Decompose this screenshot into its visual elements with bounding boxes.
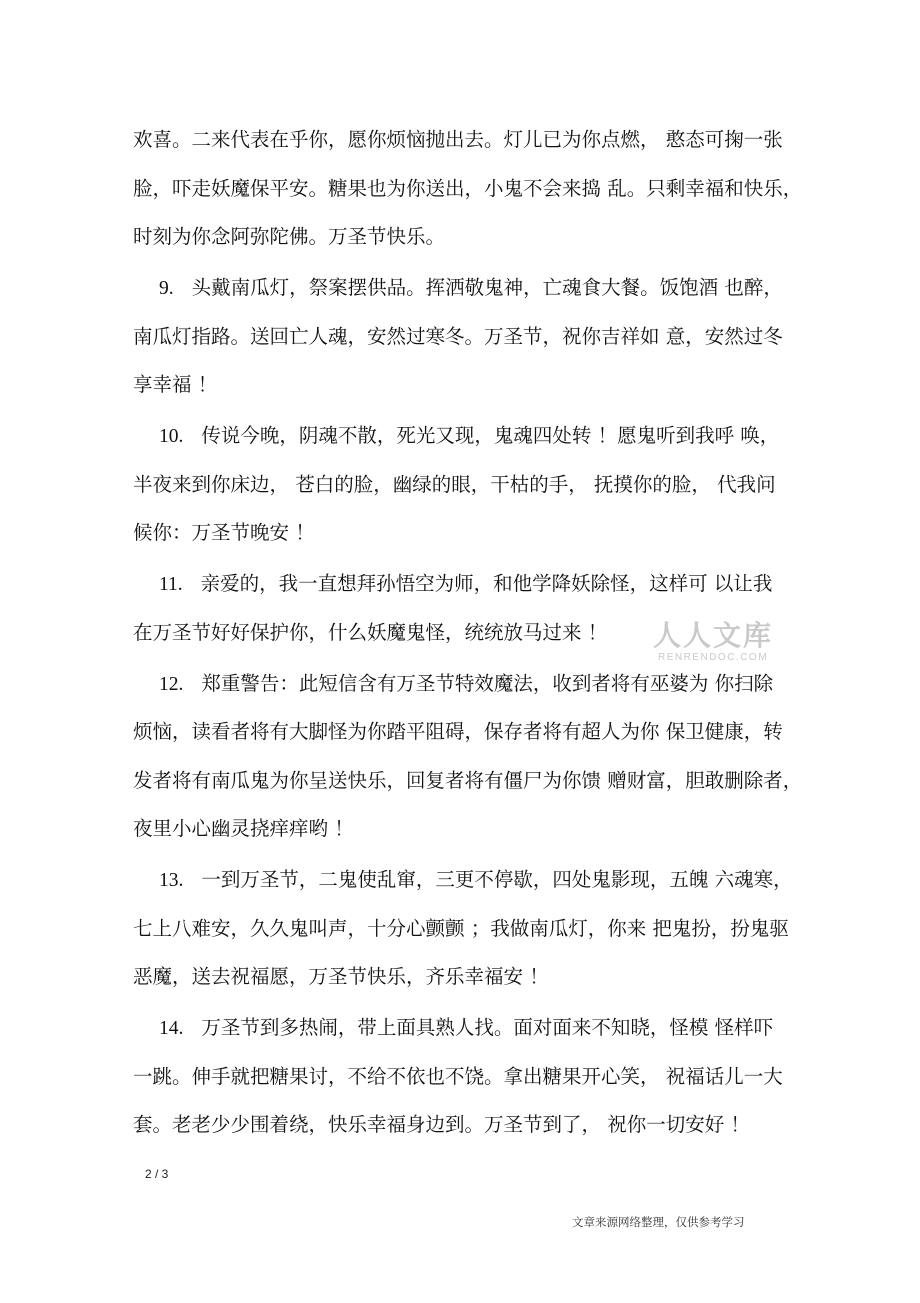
paragraph-number: 10. — [159, 426, 184, 447]
text-line: 欢喜。二来代表在乎你，愿你烦恼抛出去。灯儿已为你点燃， 憨态可掬一张 — [133, 128, 783, 151]
paragraph-number: 11. — [159, 574, 183, 595]
watermark-logo — [648, 620, 778, 664]
text-line — [133, 868, 793, 892]
paragraph-number: 9. — [159, 278, 174, 299]
text-line: 一跳。伸手就把糖果讨，不给不依也不饶。拿出糖果开心笑， 祝福话儿一大 — [133, 1064, 783, 1088]
text-line: 夜里小心幽灵挠痒痒哟 ！ — [133, 817, 354, 840]
text-line — [133, 276, 793, 300]
text-line: 恶魔，送去祝福愿，万圣节快乐，齐乐幸福安 ！ — [133, 965, 549, 988]
text-line — [133, 572, 793, 596]
footer-note: 文章来源网络整理，仅供参考学习 — [572, 1215, 745, 1229]
text-line — [133, 672, 793, 696]
paragraph-13 — [133, 868, 793, 989]
text-line: 发者将有南瓜鬼为你呈送快乐，回复者将有僵尸为你馈 赠财富，胆敢删除者， — [133, 768, 803, 792]
text-span: 万圣节到多热闹，带上面具熟人找。面对面来不知晓，怪模 怪样吓 — [201, 1016, 774, 1039]
text-line: 在万圣节好好保护你，什么妖魔鬼怪，统统放马过来 ！ — [133, 620, 608, 644]
text-line: 南瓜灯指路。送回亡人魂，安然过寒冬。万圣节，祝你吉祥如 意，安然过冬 — [133, 324, 783, 348]
text-span: 亲爱的，我一直想拜孙悟空为师，和他学降妖除怪，这样可 以让我 — [200, 572, 773, 595]
watermark-title: 人人文库 — [652, 619, 773, 652]
paragraph-12 — [133, 671, 803, 842]
paragraph-continuation — [133, 128, 803, 249]
text-span: 郑重警告：此短信含有万圣节特效魔法，收到者将有巫婆为 你扫除 — [201, 671, 774, 695]
text-line: 脸，吓走妖魔保平安。糖果也为你送出，小鬼不会来捣 乱。只剩幸福和快乐， — [133, 176, 803, 200]
page-number: 2 / 3 — [145, 1167, 169, 1181]
paragraph-10 — [133, 424, 793, 545]
text-line: 候你：万圣节晚安 ！ — [133, 521, 315, 544]
text-line: 烦恼，读看者将有大脚怪为你踏平阻碍，保存者将有超人为你 保卫健康，转 — [133, 720, 783, 743]
text-span: 一到万圣节，二鬼使乱窜，三更不停歇，四处鬼影现，五魄 六魂寒， — [201, 868, 793, 891]
paragraph-number: 13. — [159, 870, 184, 891]
text-line: 七上八难安，久久鬼叫声，十分心颤颤 ；我做南瓜灯，你来 把鬼扮，扮鬼驱 — [133, 916, 789, 940]
text-line: 半夜来到你床边， 苍白的脸，幽绿的眼，干枯的手， 抚摸你的脸， 代我问 — [133, 472, 776, 496]
text-line: 时刻为你念阿弥陀佛。万圣节快乐。 — [133, 225, 446, 248]
text-span: 传说今晚，阴魂不散，死光又现，鬼魂四处转 ！愿鬼听到我呼 唤， — [201, 424, 780, 447]
watermark-subtitle: RENRENDOC.COM — [657, 652, 769, 663]
text-line — [133, 424, 793, 448]
paragraph-14 — [133, 1016, 793, 1137]
paragraph-number: 14. — [159, 1018, 184, 1039]
text-span: 头戴南瓜灯，祭案摆供品。挥洒敬鬼神，亡魂食大餐。饭饱酒 也醉， — [191, 276, 783, 299]
text-line: 套。老老少少围着绕，快乐幸福身边到。万圣节到了， 祝你一切安好 ！ — [133, 1113, 750, 1136]
text-line: 享幸福 ！ — [133, 373, 218, 396]
paragraph-number: 12. — [159, 673, 184, 695]
text-line — [133, 1016, 793, 1040]
paragraph-9 — [133, 276, 793, 397]
